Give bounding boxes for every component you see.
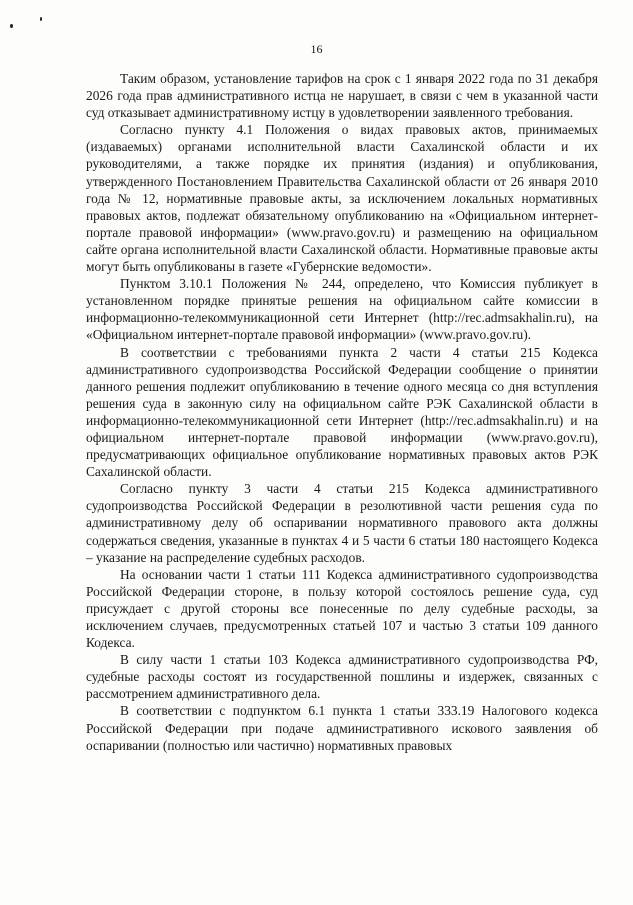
paragraph-commission-publication: Пунктом 3.10.1 Положения № 244, определено, что Комиссия публикует в установленном порядке принятые решения на официальном сайте комиссии в информационно-телекоммуникационной сети Интернет (http://rec.admsakhalin.ru), на «Официальном интернет-портале правовой информации» (www.pravo.gov.ru). [86, 276, 598, 343]
paragraph-tariff-conclusion: Таким образом, установление тарифов на срок с 1 января 2022 года по 31 декабря 2026 года прав административного истца не нарушает, в связи с чем в указанной части суд отказывает административному истцу в удовлетворении заявленного требования. [86, 71, 598, 121]
page-number: 16 [310, 42, 323, 56]
paragraph-legal-acts-publication: Согласно пункту 4.1 Положения о видах правовых актов, принимаемых (издаваемых) органами исполнительной власти Сахалинской области и их руководителями, а также порядке их принятия (издания) и опубликования, утвержденного Постановлением Правительства Сахалинской области от 26 января 2010 года № 12, нормативные правовые акты, за исключением локальных нормативных правовых актов, подлежат обязательному опубликованию на «Официальном интернет-портале правовой информации» (www.pravo.gov.ru) и размещению на официальном сайте органа исполнительной власти Сахалинской области. Нормативные правовые акты могут быть опубликованы в газете «Губернские ведомости». [86, 122, 598, 275]
document-body [86, 70, 598, 754]
paragraph-court-costs-distribution: Согласно пункту 3 части 4 статьи 215 Кодекса административного судопроизводства Российской Федерации в резолютивной части решения суда по административному делу об оспаривании нормативного правового акта должны содержаться сведения, указанные в пунктах 4 и 5 части 6 статьи 180 настоящего Кодекса – указание на распределение судебных расходов. [86, 481, 598, 565]
scan-speck [10, 24, 13, 28]
paragraph-decision-publication: В соответствии с требованиями пункта 2 части 4 статьи 215 Кодекса административного судопроизводства Российской Федерации сообщение о принятии данного решения подлежит опубликованию в течение одного месяца со дня вступления решения суда в законную силу на официальном сайте РЭК Сахалинской области в информационно-телекоммуникационной сети Интернет (http://rec.admsakhalin.ru) и на официальном интернет-портале правовой информации (www.pravo.gov.ru), предусматривающих официальное опубликование нормативных правовых актов РЭК Сахалинской области. [86, 344, 598, 480]
paragraph-tax-code: В соответствии с подпунктом 6.1 пункта 1 статьи 333.19 Налогового кодекса Российской Федерации при подаче административного искового заявления об оспаривании (полностью или частично) нормативных правовых [86, 703, 598, 753]
paragraph-costs-composition: В силу части 1 статьи 103 Кодекса административного судопроизводства РФ, судебные расходы состоят из государственной пошлины и издержек, связанных с рассмотрением административного дела. [86, 652, 598, 702]
paragraph-costs-award: На основании части 1 статьи 111 Кодекса административного судопроизводства Российской Федерации стороне, в пользу которой состоялось решение суда, суд присуждает с другой стороны все понесенные по делу судебные расходы, за исключением случаев, предусмотренных статьей 107 и частью 3 статьи 109 данного Кодекса. [86, 566, 598, 651]
scan-speck [40, 17, 42, 21]
